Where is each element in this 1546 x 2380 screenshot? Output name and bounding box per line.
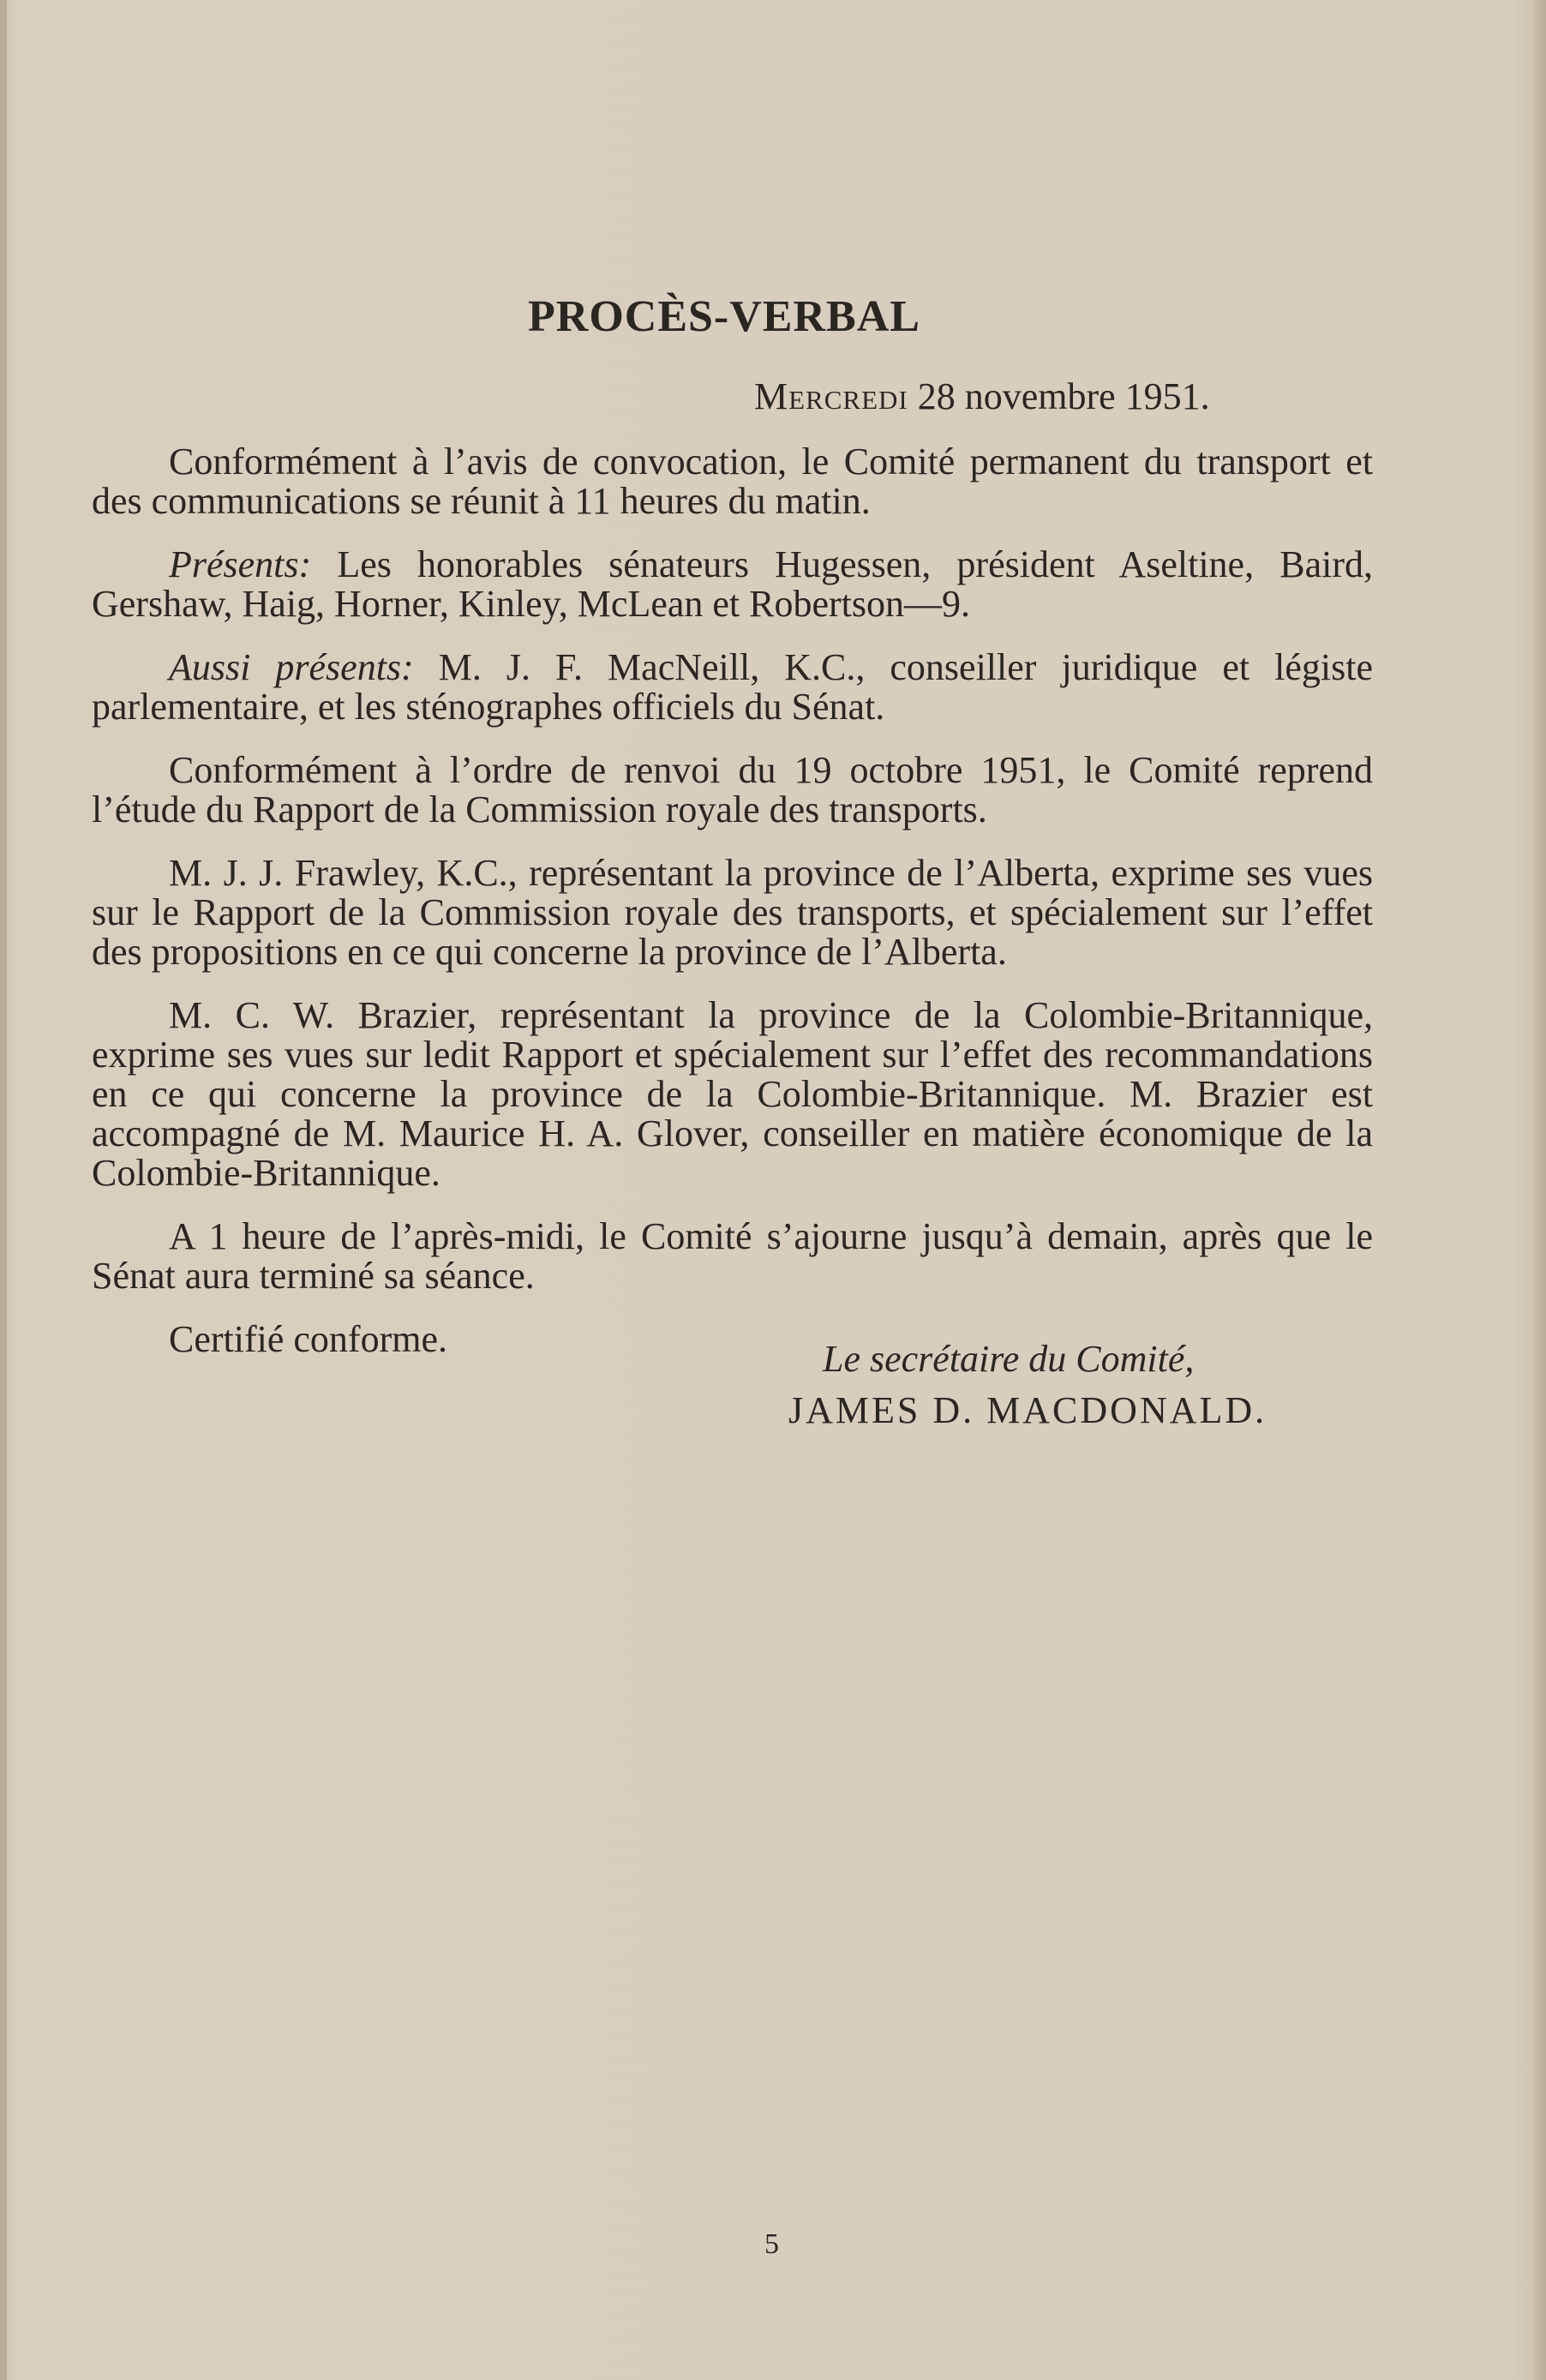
page-edge-right bbox=[1534, 0, 1546, 2380]
meeting-date-rest: 28 novembre 1951. bbox=[908, 375, 1210, 417]
aussi-presents-label: Aussi présents: bbox=[169, 646, 414, 688]
meeting-date-day: Mercredi bbox=[754, 375, 908, 417]
presents-label: Présents: bbox=[169, 543, 312, 585]
paragraph-convocation: Conformément à l’avis de convocation, le Comité permanent du transport et des communications se réunit à 11 heures du matin. bbox=[92, 441, 1373, 522]
paragraph-aussi-presents bbox=[92, 648, 1373, 727]
page-number: 5 bbox=[764, 2228, 779, 2260]
minutes-body bbox=[92, 442, 1373, 1359]
presents-text: Les honorables sénateurs Hugessen, président Aseltine, Baird, Gershaw, Haig, Horner, Kinley, McLean et Robertson—9. bbox=[92, 543, 1373, 625]
paragraph-ajournement: A 1 heure de l’après-midi, le Comité s’ajourne jusqu’à demain, après que le Sénat aura terminé sa séance. bbox=[92, 1215, 1373, 1297]
signature-name: JAMES D. MACDONALD. bbox=[788, 1389, 1267, 1431]
paragraph-brazier: M. C. W. Brazier, représentant la province de la Colombie-Britannique, exprime ses vues sur ledit Rapport et spécialement sur l’effet des recommandations en ce qui concerne la province de la Colombie-Britannique. M. Brazier est accompagné de M. Maurice H. A. Glover, conseiller en matière économique de la Colombie-Britannique. bbox=[92, 994, 1373, 1194]
certifie-conforme: Certifié conforme. bbox=[169, 1318, 447, 1360]
aussi-presents-text: M. J. F. MacNeill, K.C., conseiller juridique et légiste parlementaire, et les sténographes officiels du Sénat. bbox=[92, 646, 1374, 728]
meeting-date bbox=[754, 375, 1210, 418]
paragraph-frawley: M. J. J. Frawley, K.C., représentant la province de l’Alberta, exprime ses vues sur le Rapport de la Commission royale des transports, et spécialement sur l’effet des propositions en ce qui concerne la province de l’Alberta. bbox=[92, 852, 1373, 973]
signature-block bbox=[788, 1334, 1267, 1436]
paragraph-presents bbox=[92, 545, 1373, 624]
page-title: PROCÈS-VERBAL bbox=[528, 292, 920, 341]
page-edge-left bbox=[0, 0, 7, 2380]
signature-role: Le secrétaire du Comité, bbox=[823, 1338, 1195, 1380]
paragraph-ordre-de-renvoi: Conformément à l’ordre de renvoi du 19 octobre 1951, le Comité reprend l’étude du Rapport de la Commission royale des transports. bbox=[92, 749, 1373, 830]
